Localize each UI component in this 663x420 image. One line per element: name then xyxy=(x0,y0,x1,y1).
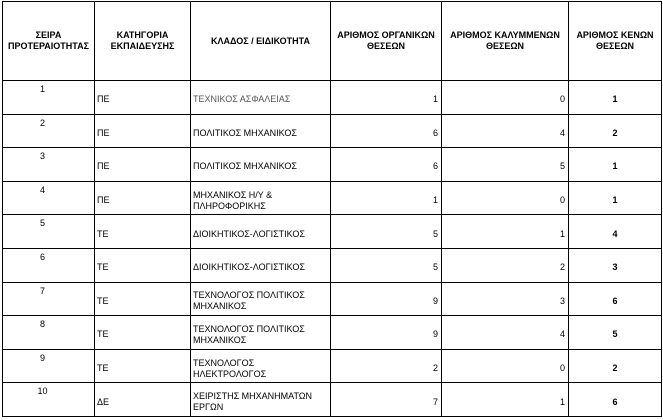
filled-cell: 1 xyxy=(442,215,569,249)
vacant-cell: 1 xyxy=(569,181,662,215)
priority-cell: 5 xyxy=(3,215,95,249)
category-cell: ΠΕ xyxy=(95,114,191,148)
table-row xyxy=(3,248,662,282)
vacant-cell: 3 xyxy=(569,248,662,282)
organic-cell: 9 xyxy=(331,316,442,350)
table-row xyxy=(3,215,662,249)
organic-cell: 5 xyxy=(331,215,442,249)
filled-cell: 0 xyxy=(442,81,569,115)
category-cell: ΤΕ xyxy=(95,248,191,282)
category-cell: ΤΕ xyxy=(95,215,191,249)
header-vacant: ΑΡΙΘΜΟΣ ΚΕΝΩΝ ΘΕΣΕΩΝ xyxy=(569,2,662,81)
priority-cell: 1 xyxy=(3,81,95,115)
specialty-cell: ΤΕΧΝΟΛΟΓΟΣ ΠΟΛΙΤΙΚΟΣ ΜΗΧΑΝΙΚΟΣ xyxy=(191,316,331,350)
priority-cell: 8 xyxy=(3,316,95,350)
header-filled: ΑΡΙΘΜΟΣ ΚΑΛΥΜΜΕΝΩΝ ΘΕΣΕΩΝ xyxy=(442,2,569,81)
category-cell: ΤΕ xyxy=(95,349,191,383)
vacant-cell: 2 xyxy=(569,114,662,148)
specialty-cell: ΜΗΧΑΝΙΚΟΣ Η/Υ & ΠΛΗΡΟΦΟΡΙΚΗΣ xyxy=(191,181,331,215)
table-row xyxy=(3,181,662,215)
specialty-cell: ΔΙΟΙΚΗΤΙΚΟΣ-ΛΟΓΙΣΤΙΚΟΣ xyxy=(191,215,331,249)
filled-cell: 4 xyxy=(442,316,569,350)
priority-cell: 2 xyxy=(3,114,95,148)
filled-cell: 4 xyxy=(442,114,569,148)
category-cell: ΤΕ xyxy=(95,282,191,316)
table-row xyxy=(3,148,662,182)
organic-cell: 7 xyxy=(331,383,442,417)
header-organic: ΑΡΙΘΜΟΣ ΟΡΓΑΝΙΚΩΝ ΘΕΣΕΩΝ xyxy=(331,2,442,81)
vacant-cell: 6 xyxy=(569,282,662,316)
specialty-cell: ΤΕΧΝΟΛΟΓΟΣ ΗΛΕΚΤΡΟΛΟΓΟΣ xyxy=(191,349,331,383)
specialty-cell: ΧΕΙΡΙΣΤΗΣ ΜΗΧΑΝΗΜΑΤΩΝ ΕΡΓΩΝ xyxy=(191,383,331,417)
table-row xyxy=(3,81,662,115)
table-row xyxy=(3,282,662,316)
specialty-cell: ΤΕΧΝΟΛΟΓΟΣ ΠΟΛΙΤΙΚΟΣ ΜΗΧΑΝΙΚΟΣ xyxy=(191,282,331,316)
priority-cell: 9 xyxy=(3,349,95,383)
vacant-cell: 4 xyxy=(569,215,662,249)
table-row xyxy=(3,349,662,383)
organic-cell: 1 xyxy=(331,181,442,215)
organic-cell: 2 xyxy=(331,349,442,383)
priority-cell: 7 xyxy=(3,282,95,316)
table-body xyxy=(3,81,662,417)
vacant-cell: 5 xyxy=(569,316,662,350)
specialty-cell: ΤΕΧΝΙΚΟΣ ΑΣΦΑΛΕΙΑΣ xyxy=(191,81,331,115)
priority-cell: 6 xyxy=(3,248,95,282)
header-row xyxy=(3,2,662,81)
vacant-cell: 2 xyxy=(569,349,662,383)
category-cell: ΤΕ xyxy=(95,316,191,350)
table-row xyxy=(3,316,662,350)
vacant-cell: 1 xyxy=(569,81,662,115)
category-cell: ΠΕ xyxy=(95,148,191,182)
filled-cell: 0 xyxy=(442,181,569,215)
category-cell: ΔΕ xyxy=(95,383,191,417)
priority-cell: 3 xyxy=(3,148,95,182)
header-specialty: ΚΛΑΔΟΣ / ΕΙΔΙΚΟΤΗΤΑ xyxy=(191,2,331,81)
category-cell: ΠΕ xyxy=(95,81,191,115)
filled-cell: 2 xyxy=(442,248,569,282)
organic-cell: 5 xyxy=(331,248,442,282)
filled-cell: 3 xyxy=(442,282,569,316)
header-category: ΚΑΤΗΓΟΡΙΑ ΕΚΠΑΙΔΕΥΣΗΣ xyxy=(95,2,191,81)
table-row xyxy=(3,114,662,148)
vacant-cell: 1 xyxy=(569,148,662,182)
priority-cell: 4 xyxy=(3,181,95,215)
table-row xyxy=(3,383,662,417)
filled-cell: 0 xyxy=(442,349,569,383)
positions-table xyxy=(2,1,662,417)
category-cell: ΠΕ xyxy=(95,181,191,215)
priority-cell: 10 xyxy=(3,383,95,417)
vacant-cell: 6 xyxy=(569,383,662,417)
organic-cell: 6 xyxy=(331,114,442,148)
filled-cell: 5 xyxy=(442,148,569,182)
filled-cell: 1 xyxy=(442,383,569,417)
specialty-cell: ΔΙΟΙΚΗΤΙΚΟΣ-ΛΟΓΙΣΤΙΚΟΣ xyxy=(191,248,331,282)
specialty-cell: ΠΟΛΙΤΙΚΟΣ ΜΗΧΑΝΙΚΟΣ xyxy=(191,148,331,182)
organic-cell: 1 xyxy=(331,81,442,115)
organic-cell: 6 xyxy=(331,148,442,182)
specialty-cell: ΠΟΛΙΤΙΚΟΣ ΜΗΧΑΝΙΚΟΣ xyxy=(191,114,331,148)
header-priority: ΣΕΙΡΑ ΠΡΟΤΕΡΑΙΟΤΗΤΑΣ xyxy=(3,2,95,81)
organic-cell: 9 xyxy=(331,282,442,316)
